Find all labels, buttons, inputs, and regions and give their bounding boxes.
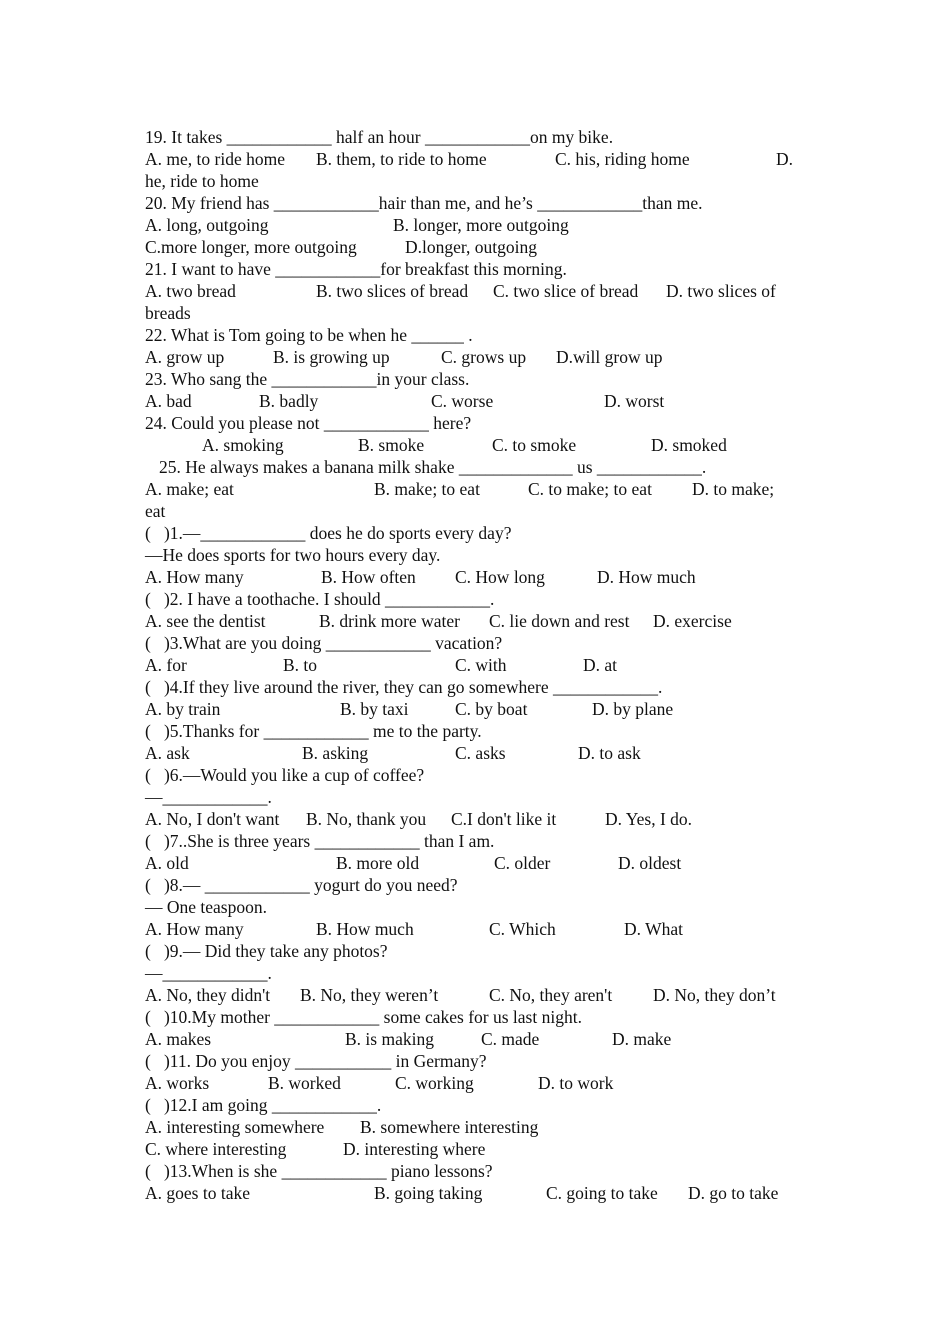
- text-segment: 22. What is Tom going to be when he ______ .: [145, 325, 473, 345]
- text-line: [145, 346, 805, 368]
- text-segment: ( )8.— ____________ yogurt do you need?: [145, 875, 458, 895]
- text-segment: B. smoke: [358, 435, 425, 455]
- text-segment: C. where interesting: [145, 1139, 287, 1159]
- text-line: [145, 522, 805, 544]
- text-segment: —____________.: [145, 963, 272, 983]
- text-line: [145, 720, 805, 742]
- text-segment: C.more longer, more outgoing: [145, 237, 357, 257]
- text-segment: B. going taking: [374, 1183, 483, 1203]
- text-segment: B. No, they weren’t: [300, 985, 439, 1005]
- text-segment: ( )5.Thanks for ____________ me to the party.: [145, 721, 482, 741]
- text-segment: D.will grow up: [556, 347, 663, 367]
- text-line: [145, 566, 805, 588]
- text-line: [145, 698, 805, 720]
- text-segment: breads: [145, 303, 191, 323]
- text-segment: D.longer, outgoing: [405, 237, 537, 257]
- text-segment: C. going to take: [546, 1183, 658, 1203]
- text-segment: eat: [145, 501, 166, 521]
- text-segment: A. works: [145, 1073, 210, 1093]
- text-segment: A. long, outgoing: [145, 215, 269, 235]
- text-line: [145, 258, 805, 280]
- text-segment: A. old: [145, 853, 189, 873]
- text-line: [145, 214, 805, 236]
- text-segment: he, ride to home: [145, 171, 259, 191]
- text-line: [145, 1138, 805, 1160]
- text-segment: D. No, they don’t: [653, 985, 776, 1005]
- text-segment: B. worked: [268, 1073, 341, 1093]
- text-segment: A. bad: [145, 391, 192, 411]
- text-line: [145, 1050, 805, 1072]
- text-line: [145, 874, 805, 896]
- text-line: [145, 390, 805, 412]
- text-segment: 23. Who sang the ____________in your class.: [145, 369, 470, 389]
- text-segment: 19. It takes ____________ half an hour ____________on my bike.: [145, 127, 614, 147]
- text-segment: D. go to take: [688, 1183, 779, 1203]
- text-segment: A. ask: [145, 743, 190, 763]
- text-segment: A. No, I don't want: [145, 809, 280, 829]
- text-segment: —____________.: [145, 787, 272, 807]
- text-segment: D. worst: [604, 391, 665, 411]
- text-segment: D. Yes, I do.: [605, 809, 693, 829]
- text-line: [145, 1028, 805, 1050]
- text-line: [145, 302, 805, 324]
- text-segment: B. is making: [345, 1029, 434, 1049]
- text-line: [145, 280, 805, 302]
- text-segment: A. make; eat: [145, 479, 234, 499]
- text-segment: C. older: [494, 853, 551, 873]
- text-line: [145, 1160, 805, 1182]
- text-line: [145, 830, 805, 852]
- text-line: [145, 1072, 805, 1094]
- text-segment: B. make; to eat: [374, 479, 480, 499]
- text-line: [145, 170, 805, 192]
- text-line: [145, 236, 805, 258]
- text-segment: 21. I want to have ____________for breakfast this morning.: [145, 259, 567, 279]
- text-segment: ( )2. I have a toothache. I should ____________.: [145, 589, 495, 609]
- text-segment: D. oldest: [618, 853, 682, 873]
- text-segment: A. smoking: [202, 435, 284, 455]
- text-line: [145, 148, 805, 170]
- text-line: [145, 588, 805, 610]
- text-line: [145, 456, 805, 478]
- text-segment: B. two slices of bread: [316, 281, 469, 301]
- text-segment: A. interesting somewhere: [145, 1117, 325, 1137]
- question-list: [145, 126, 805, 1204]
- text-segment: D. at: [583, 655, 618, 675]
- text-line: [145, 478, 805, 500]
- text-segment: A. makes: [145, 1029, 212, 1049]
- text-segment: ( )4.If they live around the river, they can go somewhere ____________.: [145, 677, 663, 697]
- text-line: [145, 918, 805, 940]
- text-line: [145, 896, 805, 918]
- text-segment: D. by plane: [592, 699, 674, 719]
- text-line: [145, 412, 805, 434]
- text-segment: A. How many: [145, 567, 244, 587]
- text-line: [145, 852, 805, 874]
- text-segment: B. badly: [259, 391, 319, 411]
- text-segment: A. by train: [145, 699, 221, 719]
- text-segment: B. How much: [316, 919, 414, 939]
- text-segment: ( )13.When is she ____________ piano lessons?: [145, 1161, 493, 1181]
- text-segment: A. for: [145, 655, 187, 675]
- text-segment: ( )1.—____________ does he do sports every day?: [145, 523, 512, 543]
- text-segment: ( )3.What are you doing ____________ vacation?: [145, 633, 503, 653]
- text-segment: D. smoked: [651, 435, 727, 455]
- text-segment: ( )9.— Did they take any photos?: [145, 941, 388, 961]
- text-line: [145, 192, 805, 214]
- text-segment: 20. My friend has ____________hair than me, and he’s ____________than me.: [145, 193, 703, 213]
- text-line: [145, 500, 805, 522]
- text-segment: 25. He always makes a banana milk shake _____________ us ____________.: [159, 457, 707, 477]
- text-segment: ( )7..She is three years ____________ than I am.: [145, 831, 495, 851]
- text-segment: A. me, to ride home: [145, 149, 285, 169]
- text-line: [145, 786, 805, 808]
- text-segment: C. working: [395, 1073, 474, 1093]
- text-segment: C. worse: [431, 391, 494, 411]
- text-segment: A. No, they didn't: [145, 985, 271, 1005]
- text-segment: ( )10.My mother ____________ some cakes for us last night.: [145, 1007, 582, 1027]
- text-line: [145, 544, 805, 566]
- text-segment: C. How long: [455, 567, 545, 587]
- text-segment: D. What: [624, 919, 683, 939]
- text-segment: C. asks: [455, 743, 506, 763]
- text-segment: B. more old: [336, 853, 420, 873]
- text-segment: —He does sports for two hours every day.: [145, 545, 441, 565]
- text-segment: B. asking: [302, 743, 369, 763]
- text-segment: D. exercise: [653, 611, 732, 631]
- text-segment: B. drink more water: [319, 611, 460, 631]
- text-line: [145, 940, 805, 962]
- text-segment: ( )12.I am going ____________.: [145, 1095, 382, 1115]
- text-segment: A. see the dentist: [145, 611, 266, 631]
- text-segment: A. two bread: [145, 281, 236, 301]
- text-line: [145, 368, 805, 390]
- text-segment: ( )11. Do you enjoy ___________ in Germany?: [145, 1051, 487, 1071]
- text-segment: C. his, riding home: [555, 149, 690, 169]
- text-segment: B. is growing up: [273, 347, 390, 367]
- text-segment: C. Which: [489, 919, 556, 939]
- text-segment: D.: [776, 149, 794, 169]
- text-segment: C. by boat: [455, 699, 528, 719]
- text-segment: A. goes to take: [145, 1183, 250, 1203]
- text-line: [145, 1094, 805, 1116]
- text-segment: C. to make; to eat: [528, 479, 652, 499]
- text-segment: D. to ask: [578, 743, 641, 763]
- text-line: [145, 808, 805, 830]
- text-segment: B. No, thank you: [306, 809, 427, 829]
- text-line: [145, 984, 805, 1006]
- text-segment: B. somewhere interesting: [360, 1117, 539, 1137]
- text-segment: D. to make;: [692, 479, 775, 499]
- text-line: [145, 434, 805, 456]
- text-segment: C.I don't like it: [451, 809, 557, 829]
- text-segment: C. lie down and rest: [489, 611, 630, 631]
- text-segment: 24. Could you please not ____________ here?: [145, 413, 472, 433]
- text-segment: — One teaspoon.: [145, 897, 267, 917]
- text-segment: D. two slices of: [666, 281, 776, 301]
- text-segment: ( )6.—Would you like a cup of coffee?: [145, 765, 425, 785]
- text-segment: B. them, to ride to home: [316, 149, 487, 169]
- text-line: [145, 126, 805, 148]
- text-segment: D. to work: [538, 1073, 614, 1093]
- text-segment: B. to: [283, 655, 318, 675]
- text-line: [145, 610, 805, 632]
- text-segment: B. longer, more outgoing: [393, 215, 569, 235]
- text-segment: D. make: [612, 1029, 672, 1049]
- text-line: [145, 324, 805, 346]
- text-segment: A. grow up: [145, 347, 225, 367]
- text-segment: C. with: [455, 655, 507, 675]
- text-line: [145, 654, 805, 676]
- text-segment: C. No, they aren't: [489, 985, 613, 1005]
- text-segment: C. to smoke: [492, 435, 577, 455]
- text-segment: C. two slice of bread: [493, 281, 639, 301]
- text-segment: A. How many: [145, 919, 244, 939]
- text-line: [145, 742, 805, 764]
- text-segment: B. by taxi: [340, 699, 409, 719]
- text-line: [145, 764, 805, 786]
- text-line: [145, 632, 805, 654]
- text-segment: D. How much: [597, 567, 696, 587]
- text-line: [145, 1006, 805, 1028]
- text-segment: C. grows up: [441, 347, 527, 367]
- text-segment: B. How often: [321, 567, 416, 587]
- text-line: [145, 962, 805, 984]
- text-line: [145, 1116, 805, 1138]
- text-segment: C. made: [481, 1029, 540, 1049]
- text-line: [145, 1182, 805, 1204]
- text-segment: D. interesting where: [343, 1139, 486, 1159]
- text-line: [145, 676, 805, 698]
